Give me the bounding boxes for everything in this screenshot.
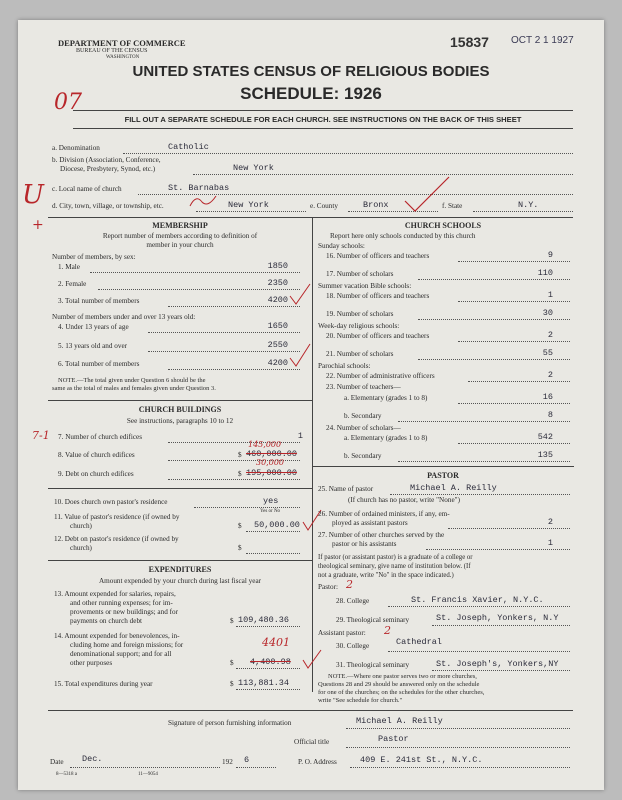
q24b-value: 135: [537, 450, 553, 460]
pastor-note-4: write "See schedule for church.": [318, 697, 403, 704]
q12-label: 12. Debt on pastor's residence (if owned by: [54, 535, 179, 543]
margin-scribble: U: [22, 180, 44, 210]
q25-hint: (If church has no pastor, write "None"): [348, 496, 460, 504]
q15-dollar: $: [230, 680, 234, 688]
buildings-sub: See instructions, paragraphs 10 to 12: [126, 417, 234, 425]
pastor-sublabel: Pastor:: [318, 583, 338, 591]
q14-label-3: denominational support; and for all: [70, 650, 172, 658]
q27-label: 27. Number of other churches served by the: [318, 531, 445, 539]
margin-plus: +: [32, 217, 44, 233]
form-number-2: 11—9054: [138, 772, 158, 777]
q13-dollar: $: [230, 617, 234, 625]
q26-label-2: ployed as assistant pastors: [332, 519, 408, 527]
q29-value: St. Joseph, Yonkers, N.Y: [436, 613, 559, 623]
q11-label-2: church): [70, 522, 92, 530]
city-value: New York: [228, 200, 269, 210]
weekday-label: Week-day religious schools:: [318, 322, 400, 330]
pastor-note-3: for one of the churches; on the schedules for the other churches,: [318, 689, 485, 696]
q9-dollar: $: [238, 470, 242, 478]
q23a-label: a. Elementary (grades 1 to 8): [344, 394, 428, 402]
checkmark-icon: [288, 282, 312, 306]
q13-label-2: and other running expenses; for im-: [70, 599, 173, 607]
q7-label: 7. Number of church edifices: [58, 433, 143, 441]
q16-value: 9: [547, 250, 553, 260]
q11-dollar: $: [238, 522, 242, 530]
q16-label: 16. Number of officers and teachers: [326, 252, 430, 260]
q3-value: 4200: [267, 295, 288, 305]
q29-label: 29. Theological seminary: [336, 616, 410, 624]
membership-sub-1: Report number of members according to definition of: [102, 232, 258, 240]
instructions-banner: FILL OUT A SEPARATE SCHEDULE FOR EACH CHURCH. SEE INSTRUCTIONS ON THE BACK OF THIS SHEET: [124, 115, 522, 124]
denomination-value: Catholic: [168, 142, 209, 152]
membership-note-1: NOTE.—The total given under Question 6 should be the: [58, 377, 206, 384]
checkmark-icon: [288, 342, 312, 368]
q18-label: 18. Number of officers and teachers: [326, 292, 430, 300]
q4-value: 1650: [267, 321, 288, 331]
q15-label: 15. Total expenditures during year: [54, 680, 153, 688]
year-prefix: 192: [222, 758, 233, 766]
q13-label-1: 13. Amount expended for salaries, repairs,: [54, 590, 176, 598]
q1-value: 1850: [267, 261, 288, 271]
q13-value: 109,480.36: [238, 615, 290, 625]
expenditures-heading: EXPENDITURES: [148, 565, 212, 574]
q14-label-1: 14. Amount expended for benevolences, in-: [54, 632, 180, 640]
pastor-hand-mark: 2: [346, 578, 353, 591]
q23b-label: b. Secondary: [344, 412, 382, 420]
q14-value: 4,400.98: [250, 657, 291, 667]
q26-value: 2: [547, 517, 553, 527]
pastor-info-3: not a graduate, write "No" in the space indicated.): [318, 572, 454, 579]
q26-label: 26. Number of ordained ministers, if any, em-: [318, 510, 450, 518]
buildings-heading: CHURCH BUILDINGS: [138, 405, 222, 414]
q30-value: Cathedral: [396, 637, 442, 647]
pastor-heading: PASTOR: [427, 471, 459, 480]
q27-label-2: pastor or his assistants: [332, 540, 397, 548]
po-address-value: 409 E. 241st St., N.Y.C.: [360, 755, 483, 765]
census-schedule-form: [18, 20, 604, 790]
county-label: e. County: [310, 202, 338, 210]
q8-hand-correction: 145,000: [248, 440, 282, 449]
city-label: WASHINGTON: [106, 55, 140, 60]
date-value: Dec.: [82, 754, 103, 764]
sunday-label: Sunday schools:: [318, 242, 365, 250]
date-stamp: OCT 2 1 1927: [511, 35, 574, 46]
year-value: 6: [244, 755, 250, 765]
q2-value: 2350: [267, 278, 288, 288]
q10-hint: Yes or No: [260, 509, 281, 514]
membership-sub-2: member in your church: [146, 241, 214, 249]
division-label-2: Diocese, Presbytery, Synod, etc.): [60, 165, 156, 173]
q21-label: 21. Number of scholars: [326, 350, 394, 358]
schools-heading: CHURCH SCHOOLS: [404, 221, 482, 230]
checkmark-icon: [403, 175, 453, 215]
form-number: 8—5318 a: [56, 772, 77, 777]
signature-value: Michael A. Reilly: [356, 716, 443, 726]
local-name-label: c. Local name of church: [52, 185, 122, 193]
parochial-label: Parochial schools:: [318, 362, 371, 370]
q14-hand-correction: 4401: [262, 636, 290, 649]
serial-number: 15837: [450, 34, 489, 50]
under-over-label: Number of members under and over 13 years old:: [52, 313, 196, 321]
q23a-value: 16: [542, 392, 553, 402]
q10-label: 10. Does church own pastor's residence: [54, 498, 168, 506]
q12-label-2: church): [70, 544, 92, 552]
q2-label: 2. Female: [58, 280, 87, 288]
denomination-label: a. Denomination: [52, 144, 100, 152]
margin-note: 7-1: [32, 429, 50, 442]
q9-label: 9. Debt on church edifices: [58, 470, 134, 478]
division-label: b. Division (Association, Conference,: [52, 156, 161, 164]
membership-note-2: same as the total of males and females given under Question 3.: [52, 385, 216, 392]
q9-value: 195,000.00: [246, 468, 298, 478]
pastor-info-2: theological seminary, give name of institution below. (If: [318, 563, 471, 570]
q25-label: 25. Name of pastor: [318, 485, 374, 493]
schedule-title: SCHEDULE: 1926: [240, 84, 382, 103]
q5-label: 5. 13 years old and over: [58, 342, 128, 350]
pastor-note-1: NOTE.—Where one pastor serves two or more churches,: [328, 673, 477, 680]
q15-value: 113,881.34: [238, 678, 290, 688]
q11-label: 11. Value of pastor's residence (if owned by: [54, 513, 180, 521]
q21-value: 55: [542, 348, 553, 358]
q19-label: 19. Number of scholars: [326, 310, 394, 318]
q17-label: 17. Number of scholars: [326, 270, 394, 278]
department-label: DEPARTMENT OF COMMERCE: [58, 38, 186, 48]
q13-label-3: provements or new buildings; and for: [70, 608, 178, 616]
assistant-sublabel: Assistant pastor:: [318, 629, 366, 637]
state-label: f. State: [442, 202, 463, 210]
q8-value: 460,000.00: [246, 449, 298, 459]
by-sex-label: Number of members, by sex:: [52, 253, 136, 261]
q17-value: 110: [537, 268, 553, 278]
pastor-info-1: If pastor (or assistant pastor) is a graduate of a college or: [318, 554, 473, 561]
q27-value: 1: [547, 538, 553, 548]
q13-label-4: payments on church debt: [70, 617, 143, 625]
q6-label: 6. Total number of members: [58, 360, 140, 368]
expenditures-sub: Amount expended by your church during last fiscal year: [98, 577, 262, 585]
q22-value: 2: [547, 370, 553, 380]
q24b-label: b. Secondary: [344, 452, 382, 460]
q20-label: 20. Number of officers and teachers: [326, 332, 430, 340]
bureau-label: BUREAU OF THE CENSUS: [76, 48, 148, 54]
q12-dollar: $: [238, 544, 242, 552]
q19-value: 30: [542, 308, 553, 318]
membership-heading: MEMBERSHIP: [152, 221, 208, 230]
q8-dollar: $: [238, 451, 242, 459]
q28-label: 28. College: [336, 597, 370, 605]
official-title-label: Official title: [294, 738, 330, 746]
q30-label: 30. College: [336, 642, 370, 650]
q9-hand-correction: 30,000: [256, 458, 284, 467]
q6-value: 4200: [267, 358, 288, 368]
q25-value: Michael A. Reilly: [410, 483, 497, 493]
q14-label-4: other purposes: [70, 659, 113, 667]
official-title-value: Pastor: [378, 734, 409, 744]
assistant-hand-mark: 2: [384, 624, 391, 637]
q14-label-2: cluding home and foreign missions; for: [70, 641, 184, 649]
form-title: UNITED STATES CENSUS OF RELIGIOUS BODIES: [132, 63, 490, 80]
q28-value: St. Francis Xavier, N.Y.C.: [411, 595, 544, 605]
local-name-value: St. Barnabas: [168, 183, 230, 193]
division-value: New York: [233, 163, 274, 173]
q20-value: 2: [547, 330, 553, 340]
pastor-note-2: Questions 28 and 29 should be answered only on the schedule: [318, 681, 480, 688]
signature-label: Signature of person furnishing information: [168, 719, 292, 727]
q3-label: 3. Total number of members: [58, 297, 140, 305]
checkmark-icon: [301, 648, 323, 670]
q31-label: 31. Theological seminary: [336, 661, 410, 669]
q4-label: 4. Under 13 years of age: [58, 323, 129, 331]
city-label-row: d. City, town, village, or township, etc.: [52, 202, 164, 210]
q24a-value: 542: [537, 432, 553, 442]
q24a-label: a. Elementary (grades 1 to 8): [344, 434, 428, 442]
q10-value: yes: [263, 496, 279, 506]
margin-mark: 07: [54, 90, 82, 115]
q24-label: 24. Number of scholars—: [326, 424, 401, 432]
q23-label: 23. Number of teachers—: [326, 383, 401, 391]
q31-value: St. Joseph's, Yonkers,NY: [436, 659, 559, 669]
schools-sub: Report here only schools conducted by this church: [330, 232, 476, 240]
po-address-label: P. O. Address: [298, 758, 337, 766]
q7-value: 1: [297, 431, 303, 441]
q8-label: 8. Value of church edifices: [58, 451, 135, 459]
state-value: N.Y.: [518, 200, 539, 210]
county-value: Bronx: [363, 200, 389, 210]
strike-scribble-icon: [188, 192, 218, 212]
date-label: Date: [50, 758, 64, 766]
q5-value: 2550: [267, 340, 288, 350]
q14-dollar: $: [230, 659, 234, 667]
q11-value: 50,000.00: [254, 520, 300, 530]
q23b-value: 8: [547, 410, 553, 420]
q22-label: 22. Number of administrative officers: [326, 372, 435, 380]
q18-value: 1: [547, 290, 553, 300]
summer-label: Summer vacation Bible schools:: [318, 282, 412, 290]
q1-label: 1. Male: [58, 263, 80, 271]
